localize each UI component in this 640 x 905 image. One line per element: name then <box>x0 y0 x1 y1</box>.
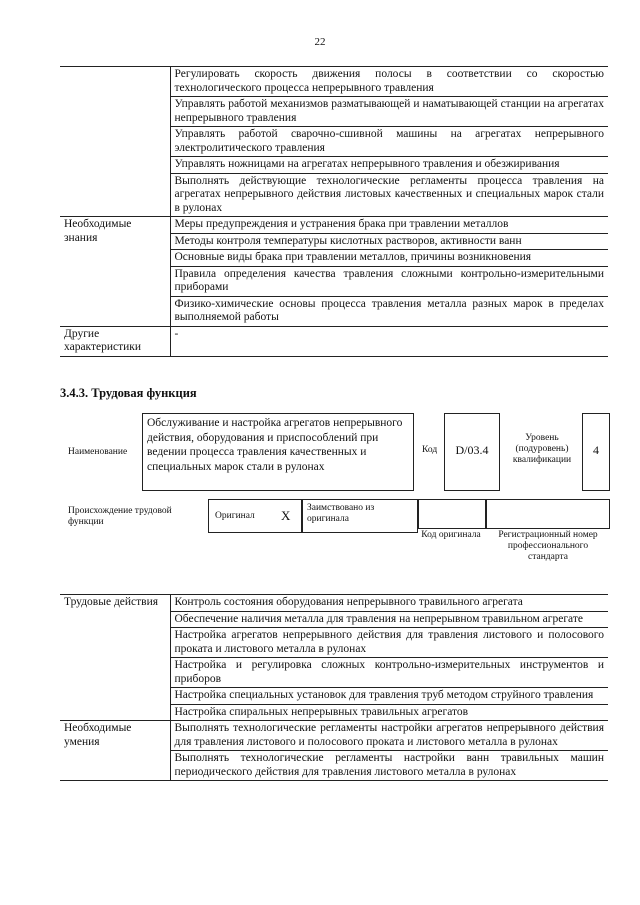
row-text: Настройка спиральных непрерывных травильных агрегатов <box>170 704 608 721</box>
row-text: Управлять работой механизмов разматывающей и наматывающей станции на агрегатах непрерывного травления <box>170 97 608 127</box>
table-row <box>60 217 608 234</box>
name-box <box>142 413 414 491</box>
original-code-box <box>418 499 486 529</box>
row-text: Методы контроля температуры кислотных растворов, активности ванн <box>170 233 608 250</box>
row-text: Обеспечение наличия металла для травления на непрерывном травильном агрегате <box>170 611 608 628</box>
actions-skills-table <box>60 594 608 781</box>
row-text: Выполнять технологические регламенты настройки агрегатов непрерывного действия для травления листового и полосового проката и листового металла в рулонах <box>170 721 608 751</box>
row-text: Правила определения качества травления сложными контрольно-измерительными приборами <box>170 266 608 296</box>
group-label: Необходимые знания <box>60 217 170 327</box>
row-text: Физико-химические основы процесса травления металла разных марок в пределах выполняемой работы <box>170 296 608 326</box>
reg-caption: Регистрационный номер профессионального стандарта <box>498 530 598 562</box>
row-text: Регулировать скорость движения полосы в соответствии со скоростью технологического процесса непрерывного травления <box>170 67 608 97</box>
row-text: Управлять ножницами на агрегатах непрерывного травления и обезжиривания <box>170 157 608 174</box>
origin-label: Происхождение трудовой функции <box>68 506 172 527</box>
row-text: - <box>170 326 608 356</box>
row-text: Выполнять технологические регламенты настройки ванн травильных машин периодического действия для травления листового металла в рулонах <box>170 751 608 781</box>
skills-knowledge-table <box>60 66 608 357</box>
name-value: Обслуживание и настройка агрегатов непрерывного действия, оборудования и приспособлений при ведении процесса травления качественных и специальных марок стали в рулонах <box>147 417 403 473</box>
reg-number-box <box>486 499 610 529</box>
row-text: Настройка и регулировка сложных контрольно-измерительных инструментов и приборов <box>170 658 608 688</box>
page-number: 22 <box>314 36 326 48</box>
group-label: Другие характеристики <box>60 326 170 356</box>
group-label: Трудовые действия <box>60 595 170 721</box>
table-row <box>60 67 608 97</box>
code-box <box>444 413 500 491</box>
code-caption: Код оригинала <box>421 530 481 540</box>
level-box <box>582 413 610 491</box>
section-title: 3.4.3. Трудовая функция <box>60 386 197 400</box>
table-row <box>60 326 608 356</box>
row-text: Управлять работой сварочно-сшивной машины на агрегатах непрерывного электролитического травления <box>170 127 608 157</box>
borrowed-label: Заимствовано из оригинала <box>307 503 375 524</box>
row-text: Меры предупреждения и устранения брака при травлении металлов <box>170 217 608 234</box>
code-value: D/03.4 <box>455 443 489 457</box>
name-label: Наименование <box>68 447 128 457</box>
code-label: Код <box>422 445 438 455</box>
row-text: Выполнять действующие технологические регламенты процесса травления на агрегатах непрерывного действия листовых качественных и специальных марок стали в рулонах <box>170 173 608 217</box>
borrowed-box <box>302 499 418 533</box>
group-label <box>60 67 170 217</box>
group-label: Необходимые умения <box>60 721 170 781</box>
row-text: Контроль состояния оборудования непрерывного травильного агрегата <box>170 595 608 612</box>
original-label: Оригинал <box>215 511 255 521</box>
row-text: Настройка специальных установок для травления труб методом струйного травления <box>170 688 608 705</box>
row-text: Основные виды брака при травлении металлов, причины возникновения <box>170 250 608 267</box>
table-row <box>60 595 608 612</box>
row-text: Настройка агрегатов непрерывного действия для травления листового и полосового проката и листового металла в рулонах <box>170 628 608 658</box>
original-box <box>208 499 302 533</box>
original-mark: X <box>281 508 291 523</box>
level-label: Уровень (подуровень) квалификации <box>512 433 572 465</box>
table-row <box>60 721 608 751</box>
level-value: 4 <box>593 443 599 457</box>
